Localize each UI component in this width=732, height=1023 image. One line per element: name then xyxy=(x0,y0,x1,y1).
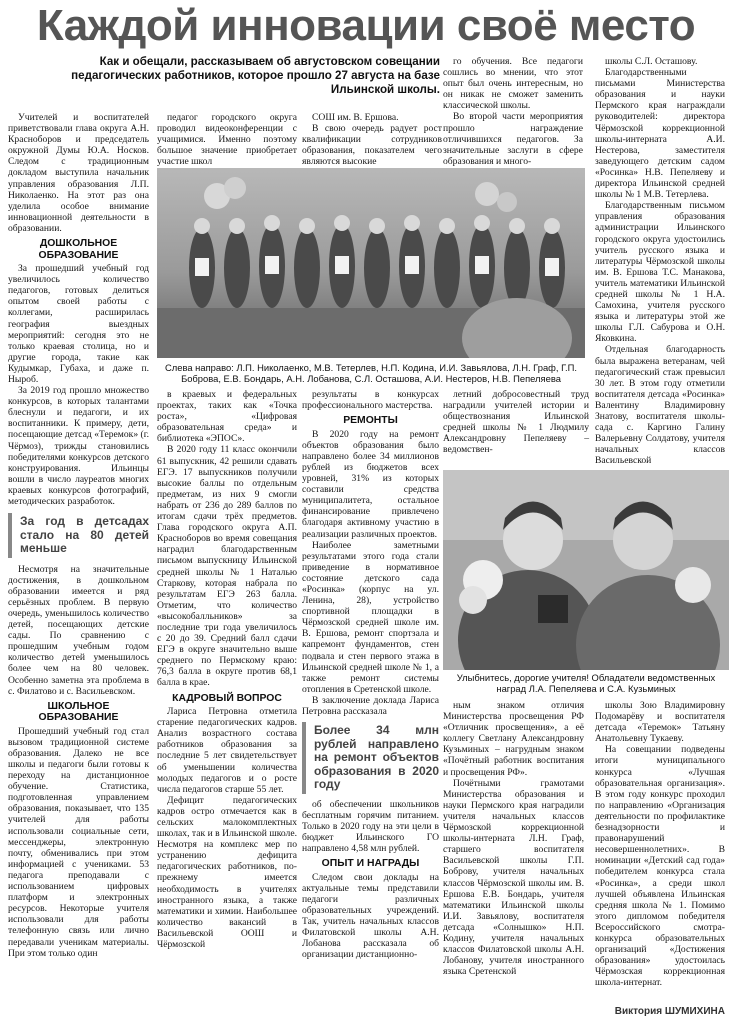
paragraph: Благодарственными письмами Министерства образования и науки Пермского края награждали руководителей: директора Чёрмозской коррекционной школы-интерната А.И. Нестерова, заместителя заведующего детским садом «Росинка» Н.В. Пепеляеву и директора Ильинской средней школы № 1 М.В. Тетерлева. xyxy=(595,67,725,201)
paragraph: школы Зою Владимировну Подомарёву и воспитателя детсада «Теремок» Татьяну Анатольевну Тукаеву. xyxy=(595,700,725,745)
column-5-top xyxy=(595,56,725,466)
subheading-school: ШКОЛЬНОЕ ОБРАЗОВАНИЕ xyxy=(38,700,119,724)
paragraph: Прошедший учебный год стал вызовом традиционной системе образования. Далеко не все школы и педагоги были готовы к переходу на дистанционное обучение. Статистика, подготовленная управлением образования, показывает, что 135 учителей для работы использовали социальные сети, мессенджеры, электронную почту, обменивались при этом информацией с учениками. 53 педагога преподавали с использованием цифровых платформ и электронных ресурсов. Некоторые учителя использовали для работы телефонную связь или лично передавали ученикам материалы. При этом только один xyxy=(8,725,149,959)
paragraph: Почётными грамотами Министерства образования и науки Пермского края наградили учителя начальных классов Чёрмозской коррекционной школы-интерната Л.Н. Граф, старшего воспитателя Васильевской школы Г.П. Боброву, учителя начальных классов Чёрмозской школы им. В. Ершова Е.В. Бондарь, учителя математики Ильинской школы И.И. Завьялову, воспитателя детсада «Солнышко» Н.П. Кодину, учителя начальных классов Филатовской школы А.Н. Лобанову, учителя иностранного языка Сретенской xyxy=(443,777,584,978)
column-4-top xyxy=(443,56,583,167)
paragraph: СОШ им. В. Ершова. xyxy=(312,112,399,123)
paragraph: Следом свои доклады на актуальные темы представили педагоги различных образовательных учреждений. Так, учитель начальных классов Филатовской школы А.Н. Лобанова рассказала об организации дистанционно- xyxy=(302,871,439,961)
column-3-bottom xyxy=(302,389,439,960)
group-photo xyxy=(157,168,585,358)
paragraph: го обучения. Все педагоги сошлись во мнении, что этот опыт был очень интересным, но он никак не сможет заменить классической школы. xyxy=(443,56,583,112)
paragraph: Несмотря на значительные достижения, в дошкольном образовании имеется и ряд серьёзных проблем. В первую очередь, уменьшилось количество детей, посещающих детские сады. По сравнению с прошедшим учебным годом количество детей уменьшилось более чем на 80 человек. Особенно заметна эта проблема в с. Филатово и с. Васильевском. xyxy=(8,563,149,697)
paragraph: В заключение доклада Лариса Петровна рассказала xyxy=(302,694,439,718)
subheading-repairs: РЕМОНТЫ xyxy=(343,415,398,427)
paragraph: В 2020 году 11 класс окончили 61 выпускник, 42 решили сдавать ЕГЭ. 17 выпускников получили высокие баллы по отдельным предметам, из них 9 смогли набрать от 236 до 289 баллов по итогам сдачи трёх предметов. Глава городского округа А.П. Красноборов во время совещания наградил благодарственным письмом выпускницу Ильинской средней школы № 1 Наталью Старкову, которая набрала по результатам ЕГЭ 263 балла. Отметим, что количество «высокобалльников» за последние три года увеличилось с 20 до 39. Средний балл сдачи ЕГЭ в округе значительно выше среднего по Пермскому краю: 76,3 балла в округе против 68,1 балла в крае. xyxy=(157,444,297,689)
paragraph: результаты в конкурсах профессионального мастерства. xyxy=(302,389,439,412)
paragraph: ным знаком отличия Министерства просвещения РФ «Отличник просвещения», а её коллегу Светлану Александровну Кузьминых – нагрудным знаком «Почётный работник воспитания и просвещения РФ». xyxy=(443,700,584,778)
teachers-photo-caption: Улыбнитесь, дорогие учителя! Обладатели ведомственных наград Л.А. Пепеляева и С.А. Кузьминых xyxy=(456,672,716,694)
paragraph: За 2019 год прошло множество конкурсов, в которых талантами блеснули и педагоги, и их воспитанники. К примеру, дети, посещающие детсад «Теремок» (г. Чёрмоз), трижды становились победителями конкурсов детского конструирования. Ильинцы вошли в число лауреатов многих краевых конкурсов фотографий, методических разработок. xyxy=(8,385,149,507)
paragraph: летний добросовестный труд наградили учителей истории и обществознания Ильинской средней школы № 1 Людмилу Александровну Пепеляеву – ведомствен- xyxy=(443,389,589,456)
column-2-top xyxy=(157,112,297,167)
paragraph: школы С.Л. Осташову. xyxy=(605,56,698,67)
pull-quote: За год в детсадах стало на 80 детей меньше xyxy=(8,513,149,558)
paragraph: Благодарственным письмом управления образования администрации Ильинского городского округа удостоились учитель русского языка и литературы Чёрмозской школы им. В. Ершова Т.С. Манакова, учитель математики Ильинской средней школы № 1 Н.А. Самохина, учителя русского языка и литературы этой же школы Г.Л. Сабурова и О.Н. Яковкина. xyxy=(595,200,725,345)
teachers-photo xyxy=(443,470,729,670)
group-photo-image xyxy=(157,168,585,358)
paragraph: В 2020 году на ремонт объектов образования было направлено более 34 миллионов рублей из бюджетов всех уровней, 31% из которых составили средства муниципалитета, остальное финансирование привлечено благодаря активному участию в реализации различных проектов. xyxy=(302,428,439,540)
paragraph: Лариса Петровна отметила старение педагогических кадров. Анализ возрастного состава работников образования за последние 5 лет свидетельствует об уменьшении количества молодых педагогов и о росте числа педагогов старше 55 лет. xyxy=(157,706,297,795)
paragraph: На совещании подведены итоги муниципального конкурса «Лучшая образовательная организация». В этом году конкурс проходил по направлению «Организация деятельности по профилактике безнадзорности и правонарушений несовершеннолетних». В номинации «Детский сад года» победителем конкурса стала «Росинка», а среди школ лучшей объявлена Ильинская средняя школа № 1. Помимо этого дипломом победителя Всероссийского смотра-конкурса образовательных организаций «Достижения образования» удостоилась Чёрмозская коррекционная школа-интернат. xyxy=(595,744,725,989)
paragraph: Наиболее заметными результатами этого года стали приведение в нормативное состояние детского сада «Росинка» (корпус на ул. Ленина, 28), устройство спортивной площадки в Чёрмозской средней школе им. В. Ершова, ремонт спортзала и капремонт фундаментов, стен подвала и стен первого этажа в Ильинской средней школе № 1, а также ремонт системы отопления в Сретенской школе. xyxy=(302,539,439,695)
paragraph: Во второй части мероприятия прошло награждение отличившихся педагогов. За значительные заслуги в сфере образования и много- xyxy=(443,111,583,167)
column-2-bottom xyxy=(157,389,297,950)
subheading-awards: ОПЫТ И НАГРАДЫ xyxy=(321,858,420,870)
column-4-bottom xyxy=(443,700,584,977)
paragraph: Отдельная благодарность была выражена ветеранам, чей педагогический стаж превысил 30 лет. В этом году отметили воспитателя детсада «Росинка» Валентину Владимировну Знатову, воспитателя школы-сада с. Каргино Галину Валерьевну Солдатову, учителя начальных классов Васильевской xyxy=(595,344,725,467)
column-5-bottom xyxy=(595,700,725,988)
subheading-staff: КАДРОВЫЙ ВОПРОС xyxy=(172,692,282,704)
paragraph: В свою очередь радует рост квалификации сотрудников образования, показателем чего являются высокие xyxy=(302,123,442,168)
column-4-middle xyxy=(443,389,589,456)
paragraph: педагог городского округа проводил видеоконференции с учащимися. Именно поэтому большое значение приобретает участие школ xyxy=(157,112,297,168)
paragraph: в краевых и федеральных проектах, таких как «Точка роста», «Цифровая образовательная среда» и библиотека «ЭПОС». xyxy=(157,389,297,445)
subheading-preschool: ДОШКОЛЬНОЕ ОБРАЗОВАНИЕ xyxy=(38,238,119,261)
group-photo-caption: Слева направо: Л.П. Николаенко, М.В. Тетерлев, Н.П. Кодина, И.И. Завьялова, Л.Н. Граф, Г.П. Боброва, Е.В. Бондарь, А.Н. Лобанова, С.Л. Осташова, А.И. Нестеров, Н.В. Пепеляева xyxy=(165,362,577,384)
pull-quote: Более 34 млн рублей направлено на ремонт объектов образования в 2020 году xyxy=(302,722,439,794)
paragraph: За прошедший учебный год увеличилось количество педагогов, готовых делиться опытом своей работы с коллегами, расширилась география выездных мероприятий: сегодня это не только краевая столица, но и другие города, такие как Кудымкар, Губаха, и даже п. Ныроб. xyxy=(8,263,149,385)
paragraph: Учителей и воспитателей приветствовали глава округа А.Н. Красноборов и председатель окружной Думы Ю.А. Носков. Следом с традиционным докладом выступила начальник управления образования Л.П. Николаенко. На этот раз она уделила особое внимание инновационной деятельности в образовании. xyxy=(8,112,149,234)
paragraph: Дефицит педагогических кадров остро отмечается как в сельских малокомплектных школах, так и в Ильинской школе. Несмотря на комплекс мер по устранению дефицита педагогических работников, по-прежнему имеется необходимость в учителях иностранного языка, а также математики и химии. Наибольшее количество вакансий в Васильевской ООШ и Чёрмозской xyxy=(157,794,297,950)
teachers-photo-image xyxy=(443,470,729,670)
article-lead: Как и обещали, рассказываем об августовском совещании педагогических работников, которое прошло 27 августа на базе Ильинской школы. xyxy=(71,55,440,96)
article-headline: Каждой инновации своё место xyxy=(36,1,696,50)
column-3-top xyxy=(302,112,442,167)
paragraph: об обеспечении школьников бесплатным горячим питанием. Только в 2020 году на эти цели в бюджет Ильинского ГО направлено 4,58 млн рублей. xyxy=(302,798,439,854)
column-1 xyxy=(8,112,149,959)
article-author: Виктория ШУМИХИНА xyxy=(614,1006,725,1017)
